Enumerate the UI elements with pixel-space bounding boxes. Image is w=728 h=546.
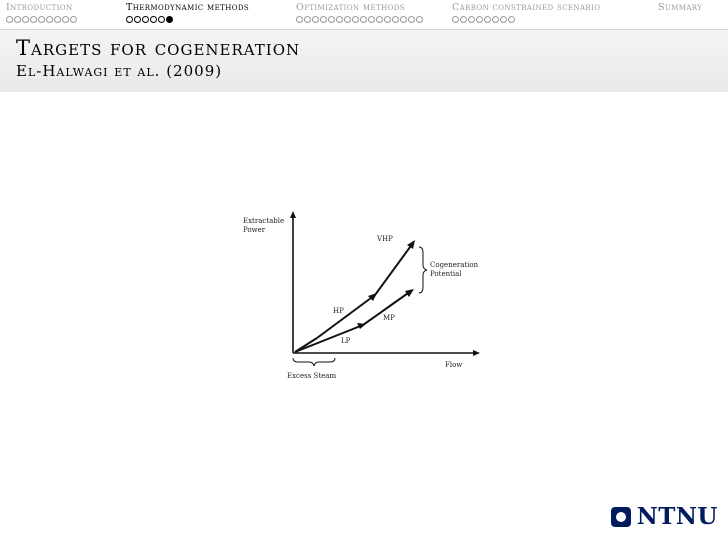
excess-steam-label: Excess Steam (287, 372, 337, 380)
cogeneration-diagram (235, 205, 485, 385)
nav-frame-dot[interactable] (384, 16, 391, 23)
nav-frame-dot[interactable] (344, 16, 351, 23)
nav-frame-dot[interactable] (46, 16, 53, 23)
nav-frame-dot[interactable] (320, 16, 327, 23)
nav-frame-dot[interactable] (296, 16, 303, 23)
cogeneration-label-line2: Potential (430, 270, 462, 278)
nav-frame-dot[interactable] (408, 16, 415, 23)
nav-frame-dot[interactable] (492, 16, 499, 23)
nav-section-1[interactable]: Introduction (6, 2, 73, 13)
ntnu-logo-text: NTNU (636, 503, 718, 530)
excess-steam-brace (293, 358, 335, 366)
nav-frame-dot[interactable] (416, 16, 423, 23)
nav-frame-dot[interactable] (352, 16, 359, 23)
nav-frame-dot[interactable] (304, 16, 311, 23)
nav-frame-dot[interactable] (30, 16, 37, 23)
nav-frame-dot[interactable] (126, 16, 133, 23)
nav-frame-dot[interactable] (312, 16, 319, 23)
nav-frame-dot[interactable] (38, 16, 45, 23)
cogeneration-brace (419, 247, 427, 293)
nav-section-dots (452, 16, 515, 24)
slide-subtitle: El-Halwagi et al. (2009) (16, 62, 223, 80)
nav-frame-dot[interactable] (134, 16, 141, 23)
vhp-segment (375, 243, 413, 295)
mp-arrow (405, 289, 414, 297)
vhp-label: VHP (377, 235, 393, 243)
y-axis-label-line2: Power (243, 226, 266, 234)
nav-section-dots (296, 16, 423, 24)
x-axis-label: Flow (445, 361, 463, 369)
nav-frame-dot[interactable] (360, 16, 367, 23)
nav-frame-dot[interactable] (376, 16, 383, 23)
y-axis-arrow (290, 211, 296, 218)
y-axis-label-line1: Extractable (243, 217, 285, 225)
nav-section-2[interactable]: Thermodynamic methods (126, 2, 250, 13)
nav-frame-dot[interactable] (166, 16, 173, 23)
nav-section-dots (126, 16, 173, 24)
nav-frame-dot[interactable] (328, 16, 335, 23)
nav-frame-dot[interactable] (500, 16, 507, 23)
slide-title: Targets for cogeneration (16, 36, 301, 60)
navigation-bar (0, 0, 728, 28)
nav-frame-dot[interactable] (468, 16, 475, 23)
nav-frame-dot[interactable] (6, 16, 13, 23)
nav-frame-dot[interactable] (460, 16, 467, 23)
nav-section-5[interactable]: Summary (658, 2, 703, 13)
nav-frame-dot[interactable] (62, 16, 69, 23)
lp-label: LP (341, 337, 351, 345)
nav-frame-dot[interactable] (70, 16, 77, 23)
nav-frame-dot[interactable] (158, 16, 165, 23)
mp-label: MP (383, 314, 395, 322)
nav-frame-dot[interactable] (476, 16, 483, 23)
nav-frame-dot[interactable] (142, 16, 149, 23)
nav-frame-dot[interactable] (484, 16, 491, 23)
nav-frame-dot[interactable] (22, 16, 29, 23)
nav-frame-dot[interactable] (54, 16, 61, 23)
nav-frame-dot[interactable] (452, 16, 459, 23)
nav-frame-dot[interactable] (400, 16, 407, 23)
nav-frame-dot[interactable] (392, 16, 399, 23)
nav-frame-dot[interactable] (368, 16, 375, 23)
nav-frame-dot[interactable] (14, 16, 21, 23)
ntnu-logo (611, 503, 718, 530)
nav-section-4[interactable]: Carbon constrained scenario (452, 2, 601, 13)
nav-frame-dot[interactable] (336, 16, 343, 23)
x-axis-arrow (473, 350, 480, 356)
hp-label: HP (333, 307, 344, 315)
nav-section-3[interactable]: Optimization methods (296, 2, 405, 13)
cogeneration-label-line1: Cogeneration (430, 261, 479, 269)
nav-frame-dot[interactable] (150, 16, 157, 23)
vhp-arrow (407, 240, 415, 249)
nav-frame-dot[interactable] (508, 16, 515, 23)
nav-section-dots (6, 16, 77, 24)
ntnu-logo-mark (611, 507, 631, 527)
